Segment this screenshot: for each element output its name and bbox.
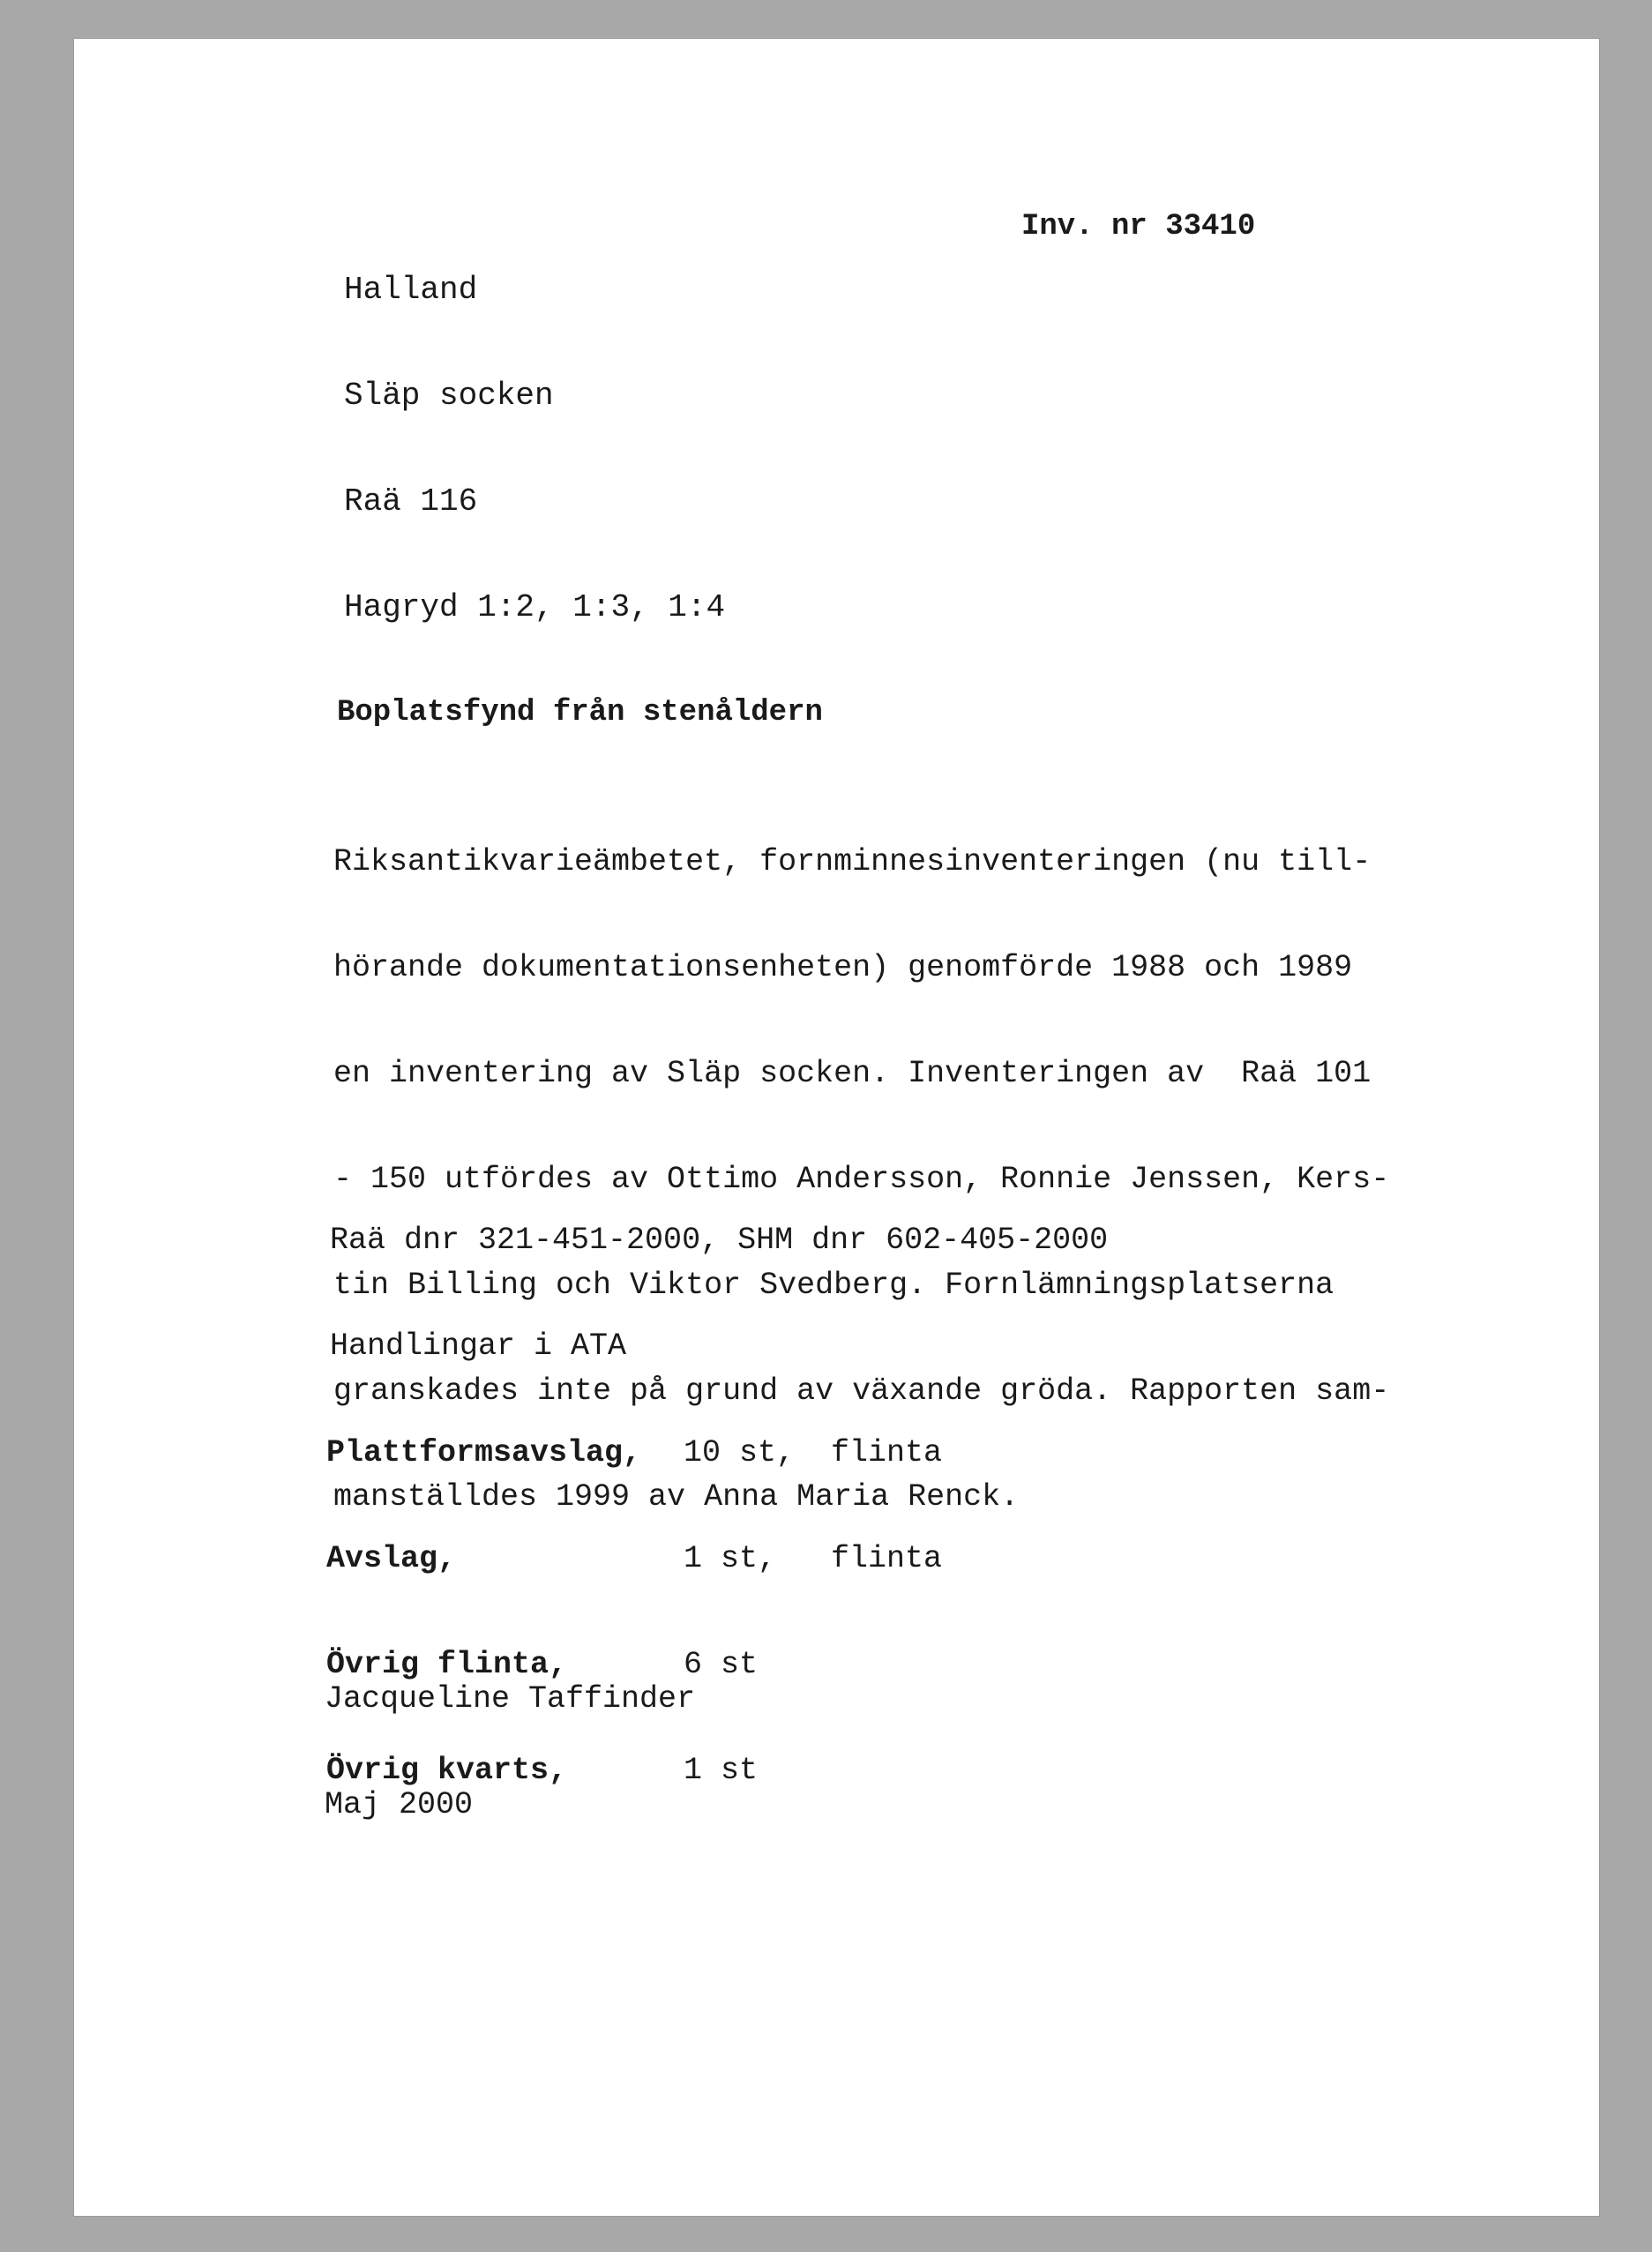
- finds-row: [326, 1435, 954, 1470]
- find-type: Övrig kvarts,: [326, 1753, 568, 1788]
- find-type: Övrig flinta,: [326, 1647, 568, 1682]
- location-parish: Släp socken: [344, 378, 554, 414]
- body-line: tin Billing och Viktor Svedberg. Fornlämningsplatserna: [333, 1268, 1334, 1303]
- find-count: 1 st: [684, 1753, 759, 1788]
- find-count: 10 st,: [684, 1435, 796, 1470]
- location-property: Hagryd 1:2, 1:3, 1:4: [344, 589, 726, 625]
- document-title: Boplatsfynd från stenåldern: [337, 696, 823, 729]
- body-line: en inventering av Släp socken. Inventeringen av Raä 101: [333, 1056, 1372, 1091]
- body-line: manställdes 1999 av Anna Maria Renck.: [333, 1479, 1020, 1515]
- body-line: Riksantikvarieämbetet, fornminnesinventeringen (nu till-: [333, 844, 1372, 879]
- location-block: [344, 202, 725, 696]
- find-count: 1 st,: [684, 1541, 777, 1576]
- signature-name: Jacqueline Taffinder: [325, 1681, 696, 1717]
- finds-row: [326, 1541, 954, 1576]
- reference-archive: Handlingar i ATA: [330, 1328, 627, 1364]
- find-type: Avslag,: [326, 1541, 457, 1576]
- location-county: Halland: [344, 272, 478, 308]
- find-material: flinta: [831, 1435, 943, 1470]
- find-material: [831, 1647, 954, 1682]
- body-line: hörande dokumentationsenheten) genomförde 1988 och 1989: [333, 950, 1353, 985]
- find-type: Plattformsavslag,: [326, 1435, 642, 1470]
- document-page: [74, 39, 1599, 2216]
- reference-dnr: Raä dnr 321-451-2000, SHM dnr 602-405-2000: [330, 1223, 1109, 1258]
- inventory-number: Inv. nr 33410: [1021, 210, 1256, 243]
- body-line: granskades inte på grund av växande gröda. Rapporten sam-: [333, 1373, 1390, 1409]
- find-material: [831, 1753, 954, 1788]
- find-material: flinta: [831, 1541, 943, 1576]
- body-line: - 150 utfördes av Ottimo Andersson, Ronnie Jenssen, Kers-: [333, 1162, 1390, 1197]
- location-raa-number: Raä 116: [344, 483, 478, 520]
- find-count: 6 st: [684, 1647, 759, 1682]
- signature-date: Maj 2000: [325, 1787, 474, 1822]
- signature-block: [325, 1611, 695, 1893]
